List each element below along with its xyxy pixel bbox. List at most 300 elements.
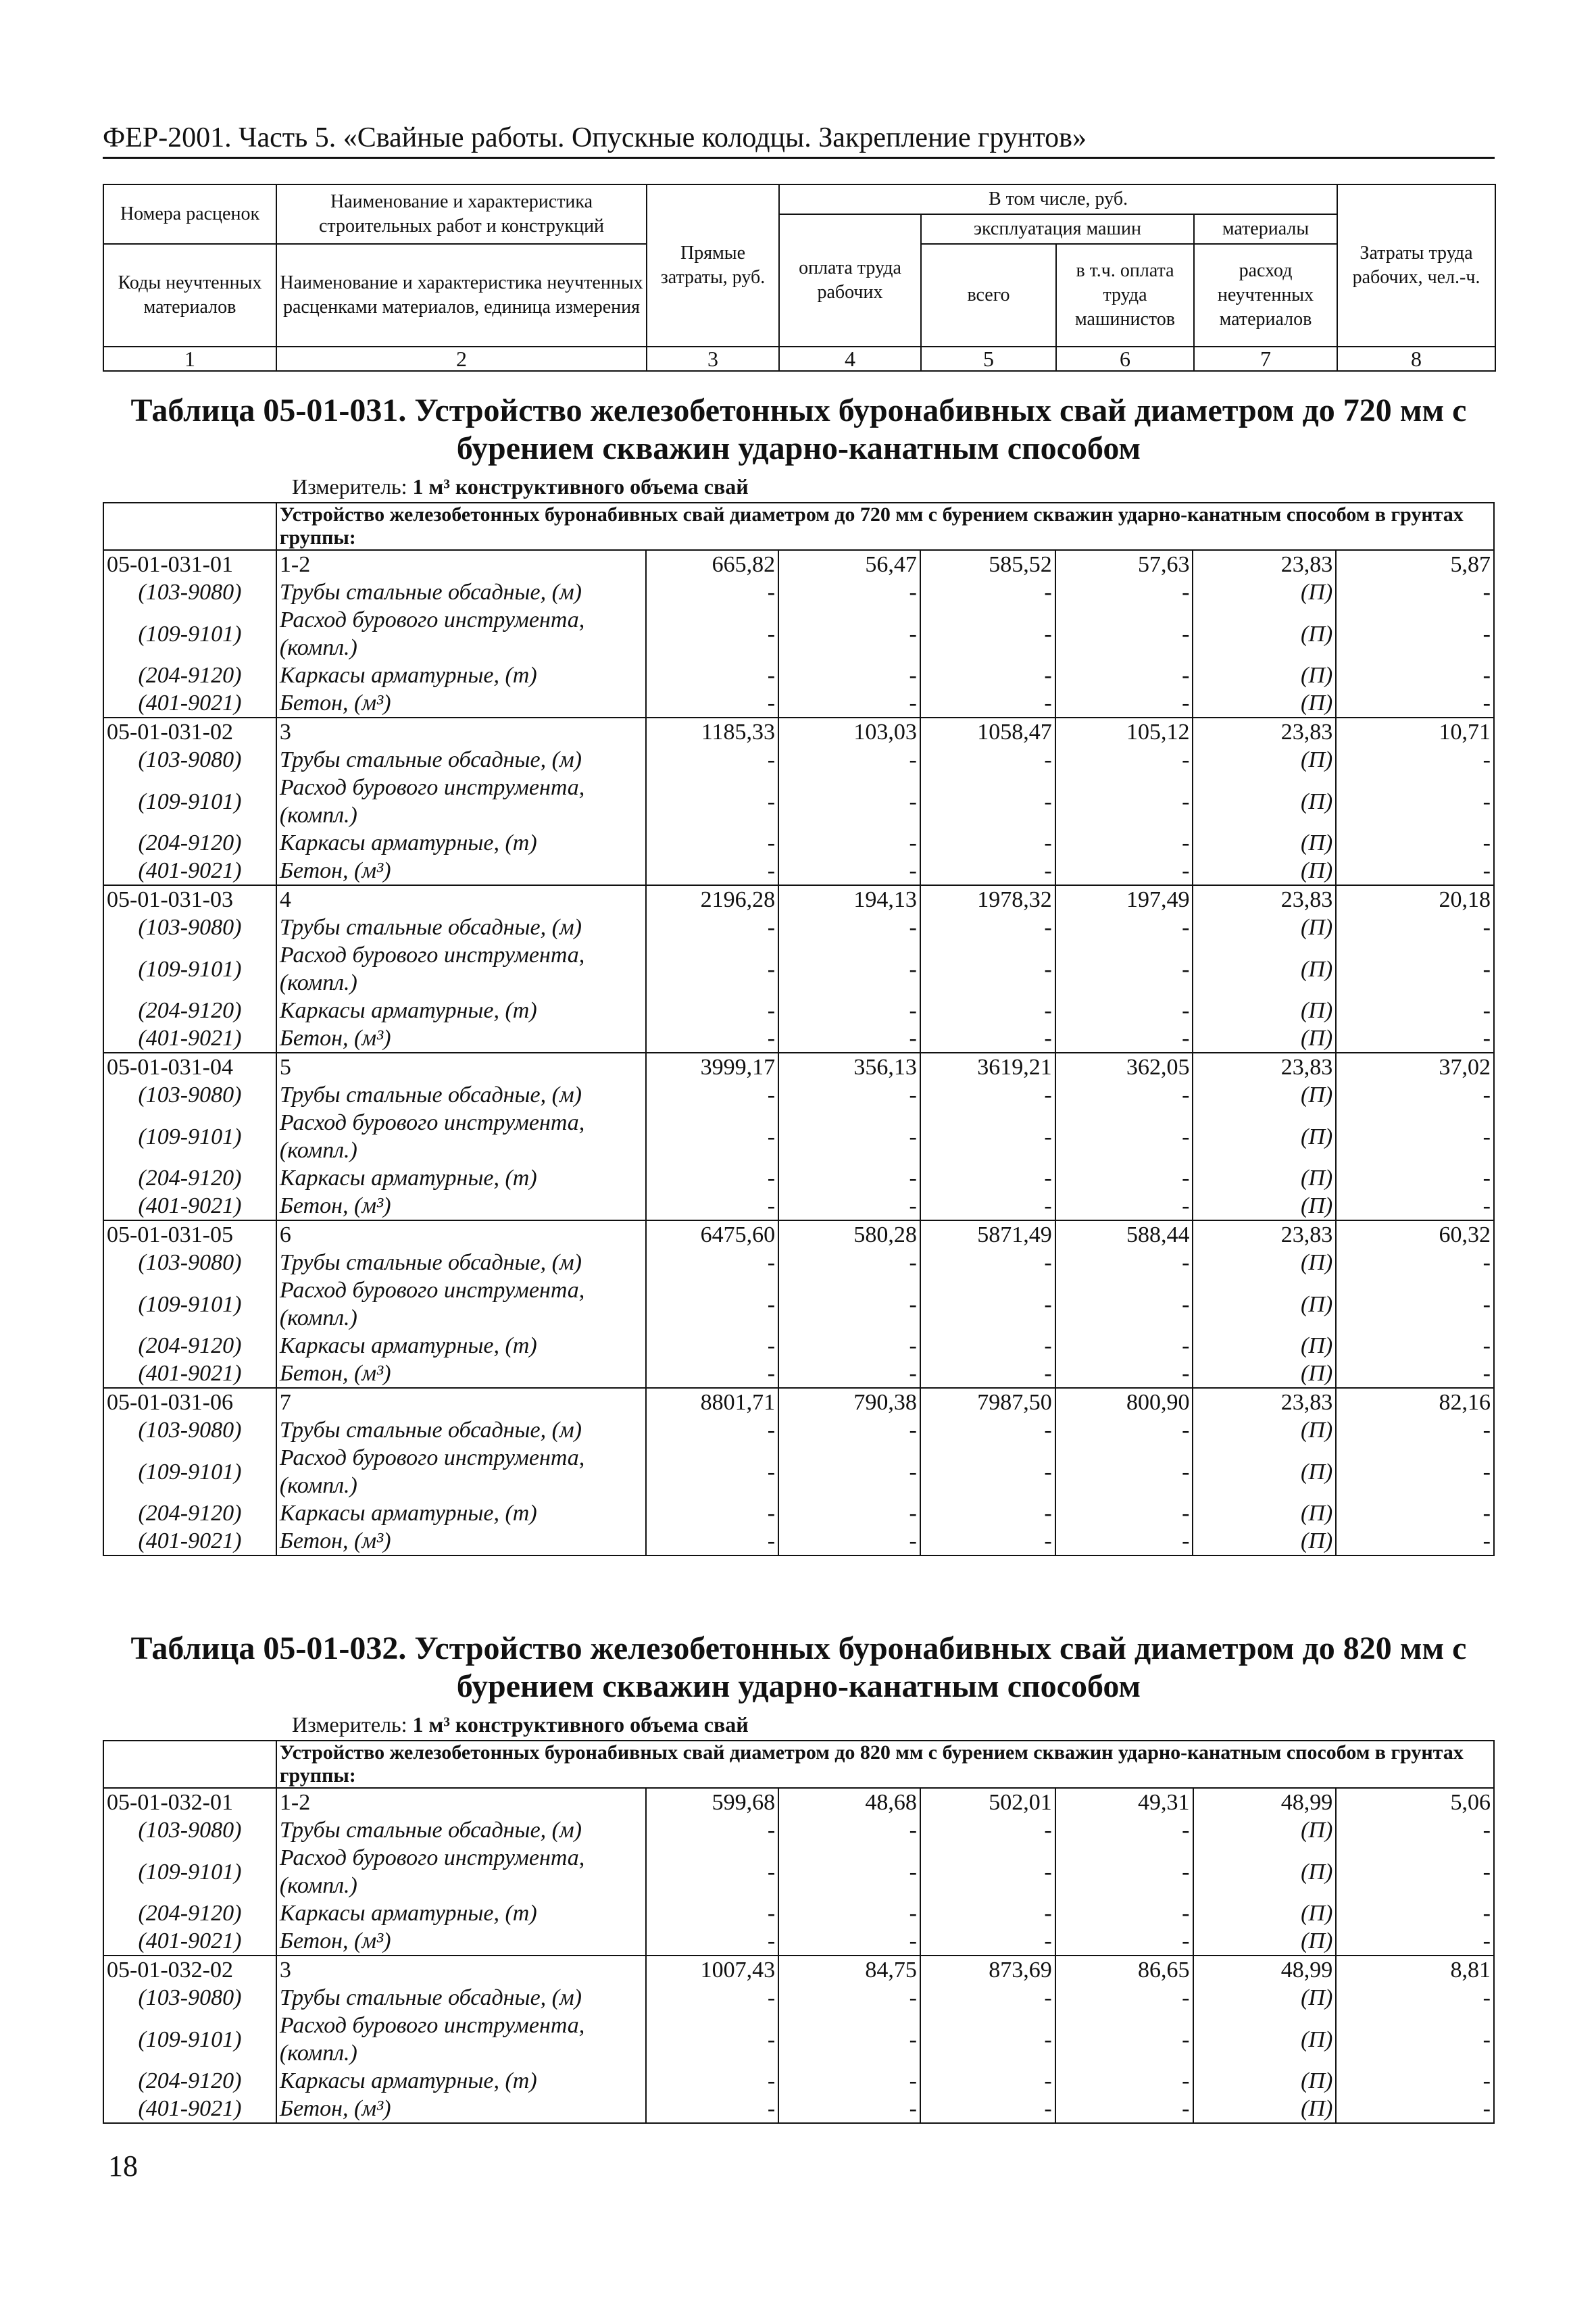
- project-mark: (П): [1193, 1527, 1336, 1555]
- dash-value: -: [646, 1816, 778, 1844]
- dash-value: -: [1336, 606, 1494, 662]
- dash-value: -: [646, 829, 778, 857]
- dash-value: -: [1055, 1927, 1193, 1956]
- labor-pay-value: 48,68: [778, 1788, 920, 1816]
- materials-value: 23,83: [1193, 718, 1336, 746]
- dash-value: -: [778, 997, 920, 1024]
- dash-value: -: [920, 2012, 1055, 2067]
- material-code: (401-9021): [103, 1527, 276, 1555]
- material-row: [103, 2067, 1494, 2095]
- dash-value: -: [778, 689, 920, 718]
- dash-value: -: [920, 1164, 1055, 1192]
- dash-value: -: [778, 1081, 920, 1109]
- material-name: Каркасы арматурные, (т): [276, 1899, 646, 1927]
- dash-value: -: [920, 1332, 1055, 1360]
- project-mark: (П): [1193, 941, 1336, 997]
- dash-value: -: [1055, 746, 1193, 774]
- dash-value: -: [1055, 689, 1193, 718]
- machines-pay-value: 57,63: [1055, 550, 1193, 578]
- section-row: [103, 503, 1494, 550]
- material-row: [103, 941, 1494, 997]
- rate-table: [103, 502, 1495, 1556]
- dash-value: -: [920, 606, 1055, 662]
- labor-costs-value: 10,71: [1336, 718, 1494, 746]
- header-machines-total: всего: [921, 244, 1056, 347]
- material-row: [103, 1249, 1494, 1276]
- dash-value: -: [646, 2012, 778, 2067]
- material-code: (103-9080): [103, 914, 276, 941]
- material-name: Бетон, (м³): [276, 1527, 646, 1555]
- materials-value: 23,83: [1193, 885, 1336, 914]
- dash-value: -: [1336, 2012, 1494, 2067]
- table-title: Таблица 05-01-031. Устройство железобетонных буронабивных свай диаметром до 720 мм с бурением скважин ударно-канатным способом: [130, 393, 1467, 466]
- section-heading: Устройство железобетонных буронабивных свай диаметром до 720 мм с бурением скважин ударно-канатным способом в грунтах группы:: [276, 503, 1494, 550]
- project-mark: (П): [1193, 914, 1336, 941]
- dash-value: -: [1336, 2067, 1494, 2095]
- material-code: (204-9120): [103, 1164, 276, 1192]
- material-name: Расход бурового инструмента, (компл.): [276, 1109, 646, 1164]
- dash-value: -: [920, 1899, 1055, 1927]
- material-row: [103, 1816, 1494, 1844]
- labor-pay-value: 790,38: [778, 1388, 920, 1416]
- project-mark: (П): [1193, 689, 1336, 718]
- machines-pay-value: 362,05: [1055, 1053, 1193, 1081]
- dash-value: -: [1336, 1164, 1494, 1192]
- dash-value: -: [1336, 1360, 1494, 1388]
- measure-unit: [292, 1712, 1495, 1737]
- project-mark: (П): [1193, 1899, 1337, 1927]
- project-mark: (П): [1193, 2095, 1337, 2123]
- dash-value: -: [1055, 829, 1193, 857]
- dash-value: -: [646, 1844, 778, 1899]
- dash-value: -: [920, 1109, 1055, 1164]
- dash-value: -: [646, 1444, 778, 1499]
- dash-value: -: [920, 662, 1055, 689]
- project-mark: (П): [1193, 1444, 1336, 1499]
- rate-code: 05-01-032-02: [103, 1956, 276, 1984]
- dash-value: -: [778, 857, 920, 885]
- material-code: (103-9080): [103, 1984, 276, 2012]
- material-row: [103, 2012, 1494, 2067]
- material-row: [103, 997, 1494, 1024]
- project-mark: (П): [1193, 2012, 1337, 2067]
- materials-value: 48,99: [1193, 1956, 1337, 1984]
- material-code: (109-9101): [103, 1109, 276, 1164]
- material-row: [103, 689, 1494, 718]
- machines-total-value: 1978,32: [920, 885, 1055, 914]
- dash-value: -: [778, 606, 920, 662]
- dash-value: -: [646, 662, 778, 689]
- machines-total-value: 5871,49: [920, 1220, 1055, 1249]
- material-row: [103, 857, 1494, 885]
- dash-value: -: [778, 2095, 920, 2123]
- dash-value: -: [778, 746, 920, 774]
- material-row: [103, 746, 1494, 774]
- dash-value: -: [778, 662, 920, 689]
- material-name: Бетон, (м³): [276, 2095, 646, 2123]
- dash-value: -: [1336, 997, 1494, 1024]
- dash-value: -: [1336, 1109, 1494, 1164]
- section-heading: Устройство железобетонных буронабивных свай диаметром до 820 мм с бурением скважин ударно-канатным способом в грунтах группы:: [276, 1741, 1494, 1788]
- material-name: Бетон, (м³): [276, 1360, 646, 1388]
- material-name: Каркасы арматурные, (т): [276, 1164, 646, 1192]
- dash-value: -: [646, 1360, 778, 1388]
- direct-costs-value: 3999,17: [646, 1053, 778, 1081]
- material-name: Каркасы арматурные, (т): [276, 829, 646, 857]
- machines-total-value: 7987,50: [920, 1388, 1055, 1416]
- dash-value: -: [1055, 1899, 1193, 1927]
- dash-value: -: [646, 774, 778, 829]
- dash-value: -: [646, 2095, 778, 2123]
- material-code: (109-9101): [103, 941, 276, 997]
- project-mark: (П): [1193, 1109, 1336, 1164]
- dash-value: -: [778, 578, 920, 606]
- header-including: В том числе, руб.: [779, 184, 1337, 214]
- material-row: [103, 1499, 1494, 1527]
- material-code: (401-9021): [103, 1024, 276, 1053]
- dash-value: -: [1336, 1249, 1494, 1276]
- dash-value: -: [920, 578, 1055, 606]
- material-code: (401-9021): [103, 1192, 276, 1220]
- materials-value: 23,83: [1193, 1388, 1336, 1416]
- dash-value: -: [646, 914, 778, 941]
- project-mark: (П): [1193, 662, 1336, 689]
- dash-value: -: [920, 1192, 1055, 1220]
- material-code: (401-9021): [103, 689, 276, 718]
- dash-value: -: [920, 1024, 1055, 1053]
- dash-value: -: [1055, 1081, 1193, 1109]
- dash-value: -: [1336, 774, 1494, 829]
- material-code: (109-9101): [103, 606, 276, 662]
- material-name: Каркасы арматурные, (т): [276, 2067, 646, 2095]
- measure-unit-value: 1 м³ конструктивного объема свай: [412, 1712, 749, 1737]
- material-row: [103, 662, 1494, 689]
- dash-value: -: [1055, 1109, 1193, 1164]
- dash-value: -: [920, 1276, 1055, 1332]
- labor-costs-value: 60,32: [1336, 1220, 1494, 1249]
- machines-total-value: 502,01: [920, 1788, 1055, 1816]
- material-code: (401-9021): [103, 1360, 276, 1388]
- material-name: Трубы стальные обсадные, (м): [276, 746, 646, 774]
- material-name: Расход бурового инструмента, (компл.): [276, 941, 646, 997]
- header-material-names: Наименование и характеристика неучтенных расценками материалов, единица измерения: [276, 244, 647, 347]
- project-mark: (П): [1193, 1984, 1337, 2012]
- materials-value: 23,83: [1193, 1220, 1336, 1249]
- header-rate-numbers: Номера расценок: [103, 184, 276, 244]
- dash-value: -: [1336, 746, 1494, 774]
- dash-value: -: [920, 829, 1055, 857]
- material-code: (109-9101): [103, 2012, 276, 2067]
- dash-value: -: [646, 689, 778, 718]
- dash-value: -: [1055, 606, 1193, 662]
- column-number: 4: [779, 347, 921, 371]
- dash-value: -: [1336, 689, 1494, 718]
- dash-value: -: [778, 2067, 920, 2095]
- dash-value: -: [920, 1499, 1055, 1527]
- labor-pay-value: 56,47: [778, 550, 920, 578]
- column-number: 2: [276, 347, 647, 371]
- material-name: Трубы стальные обсадные, (м): [276, 1816, 646, 1844]
- material-code: (401-9021): [103, 857, 276, 885]
- material-code: (103-9080): [103, 578, 276, 606]
- table-title: Таблица 05-01-032. Устройство железобетонных буронабивных свай диаметром до 820 мм с бурением скважин ударно-канатным способом: [130, 1631, 1467, 1704]
- material-code: (103-9080): [103, 746, 276, 774]
- column-number: 7: [1194, 347, 1337, 371]
- dash-value: -: [1336, 1984, 1494, 2012]
- material-row: [103, 1109, 1494, 1164]
- header-labor-pay: оплата труда рабочих: [779, 214, 921, 347]
- dash-value: -: [778, 1844, 920, 1899]
- project-mark: (П): [1193, 1499, 1336, 1527]
- header-machines-pay: в т.ч. оплата труда машинистов: [1056, 244, 1194, 347]
- material-code: (109-9101): [103, 1444, 276, 1499]
- direct-costs-value: 665,82: [646, 550, 778, 578]
- materials-value: 48,99: [1193, 1788, 1337, 1816]
- header-materials: материалы: [1194, 214, 1337, 244]
- rate-row: [103, 550, 1494, 578]
- project-mark: (П): [1193, 1276, 1336, 1332]
- material-row: [103, 1927, 1494, 1956]
- dash-value: -: [1055, 914, 1193, 941]
- dash-value: -: [646, 1164, 778, 1192]
- machines-total-value: 3619,21: [920, 1053, 1055, 1081]
- material-row: [103, 1332, 1494, 1360]
- material-row: [103, 1444, 1494, 1499]
- dash-value: -: [920, 1927, 1055, 1956]
- material-name: Трубы стальные обсадные, (м): [276, 1081, 646, 1109]
- dash-value: -: [778, 914, 920, 941]
- dash-value: -: [920, 1416, 1055, 1444]
- dash-value: -: [1055, 2095, 1193, 2123]
- material-name: Трубы стальные обсадные, (м): [276, 1984, 646, 2012]
- dash-value: -: [920, 774, 1055, 829]
- dash-value: -: [646, 1276, 778, 1332]
- project-mark: (П): [1193, 578, 1336, 606]
- material-name: Каркасы арматурные, (т): [276, 662, 646, 689]
- dash-value: -: [920, 1249, 1055, 1276]
- dash-value: -: [920, 746, 1055, 774]
- dash-value: -: [1055, 1249, 1193, 1276]
- rate-code: 05-01-031-01: [103, 550, 276, 578]
- rate-row: [103, 885, 1494, 914]
- material-name: Расход бурового инструмента, (компл.): [276, 1276, 646, 1332]
- dash-value: -: [646, 606, 778, 662]
- material-name: Каркасы арматурные, (т): [276, 1499, 646, 1527]
- labor-costs-value: 5,06: [1336, 1788, 1494, 1816]
- dash-value: -: [646, 1899, 778, 1927]
- soil-group: 1-2: [276, 550, 646, 578]
- dash-value: -: [1336, 1416, 1494, 1444]
- material-code: (204-9120): [103, 829, 276, 857]
- dash-value: -: [778, 1899, 920, 1927]
- material-name: Расход бурового инструмента, (компл.): [276, 1444, 646, 1499]
- material-name: Бетон, (м³): [276, 1024, 646, 1053]
- dash-value: -: [1055, 1984, 1193, 2012]
- column-number: 6: [1056, 347, 1194, 371]
- dash-value: -: [778, 1332, 920, 1360]
- labor-pay-value: 84,75: [778, 1956, 920, 1984]
- project-mark: (П): [1193, 606, 1336, 662]
- dash-value: -: [920, 2067, 1055, 2095]
- dash-value: -: [1055, 662, 1193, 689]
- soil-group: 5: [276, 1053, 646, 1081]
- project-mark: (П): [1193, 1164, 1336, 1192]
- dash-value: -: [778, 1249, 920, 1276]
- project-mark: (П): [1193, 857, 1336, 885]
- direct-costs-value: 2196,28: [646, 885, 778, 914]
- machines-total-value: 1058,47: [920, 718, 1055, 746]
- project-mark: (П): [1193, 1927, 1337, 1956]
- machines-pay-value: 86,65: [1055, 1956, 1193, 1984]
- dash-value: -: [1055, 2067, 1193, 2095]
- material-code: (109-9101): [103, 774, 276, 829]
- dash-value: -: [646, 997, 778, 1024]
- dash-value: -: [778, 1416, 920, 1444]
- dash-value: -: [778, 1816, 920, 1844]
- material-name: Трубы стальные обсадные, (м): [276, 914, 646, 941]
- dash-value: -: [778, 2012, 920, 2067]
- labor-costs-value: 37,02: [1336, 1053, 1494, 1081]
- material-code: (103-9080): [103, 1249, 276, 1276]
- dash-value: -: [1336, 1499, 1494, 1527]
- material-row: [103, 1984, 1494, 2012]
- dash-value: -: [1055, 1192, 1193, 1220]
- project-mark: (П): [1193, 1192, 1336, 1220]
- dash-value: -: [920, 1360, 1055, 1388]
- material-row: [103, 1416, 1494, 1444]
- labor-costs-value: 5,87: [1336, 550, 1494, 578]
- dash-value: -: [778, 1360, 920, 1388]
- dash-value: -: [1055, 1276, 1193, 1332]
- dash-value: -: [646, 1024, 778, 1053]
- dash-value: -: [920, 2095, 1055, 2123]
- dash-value: -: [778, 1192, 920, 1220]
- material-name: Бетон, (м³): [276, 1927, 646, 1956]
- column-number: 3: [647, 347, 779, 371]
- dash-value: -: [646, 1527, 778, 1555]
- direct-costs-value: 1185,33: [646, 718, 778, 746]
- dash-value: -: [920, 689, 1055, 718]
- dash-value: -: [778, 1164, 920, 1192]
- dash-value: -: [646, 1984, 778, 2012]
- project-mark: (П): [1193, 1024, 1336, 1053]
- dash-value: -: [1055, 774, 1193, 829]
- rate-code: 05-01-031-02: [103, 718, 276, 746]
- dash-value: -: [778, 941, 920, 997]
- material-row: [103, 578, 1494, 606]
- material-name: Расход бурового инструмента, (компл.): [276, 2012, 646, 2067]
- dash-value: -: [1336, 1024, 1494, 1053]
- machines-pay-value: 197,49: [1055, 885, 1193, 914]
- material-row: [103, 829, 1494, 857]
- project-mark: (П): [1193, 1844, 1337, 1899]
- soil-group: 7: [276, 1388, 646, 1416]
- soil-group: 3: [276, 718, 646, 746]
- column-header-table: [103, 184, 1496, 372]
- project-mark: (П): [1193, 1416, 1336, 1444]
- rate-code: 05-01-031-06: [103, 1388, 276, 1416]
- machines-pay-value: 800,90: [1055, 1388, 1193, 1416]
- column-number: 8: [1337, 347, 1495, 371]
- dash-value: -: [646, 1499, 778, 1527]
- material-row: [103, 1527, 1494, 1555]
- material-name: Расход бурового инструмента, (компл.): [276, 1844, 646, 1899]
- soil-group: 6: [276, 1220, 646, 1249]
- material-name: Каркасы арматурные, (т): [276, 1332, 646, 1360]
- material-code: (109-9101): [103, 1844, 276, 1899]
- rate-table: [103, 1740, 1495, 2124]
- dash-value: -: [646, 578, 778, 606]
- dash-value: -: [1336, 1844, 1494, 1899]
- dash-value: -: [1055, 1527, 1193, 1555]
- dash-value: -: [1055, 578, 1193, 606]
- dash-value: -: [1336, 914, 1494, 941]
- header-machines: эксплуатация машин: [921, 214, 1194, 244]
- dash-value: -: [778, 1276, 920, 1332]
- rate-row: [103, 1388, 1494, 1416]
- labor-pay-value: 103,03: [778, 718, 920, 746]
- dash-value: -: [1055, 1444, 1193, 1499]
- dash-value: -: [646, 1927, 778, 1956]
- rate-code: 05-01-032-01: [103, 1788, 276, 1816]
- machines-pay-value: 49,31: [1055, 1788, 1193, 1816]
- rate-table-block: [103, 1630, 1495, 2124]
- material-row: [103, 1899, 1494, 1927]
- material-code: (204-9120): [103, 1499, 276, 1527]
- machines-total-value: 585,52: [920, 550, 1055, 578]
- material-name: Бетон, (м³): [276, 689, 646, 718]
- machines-pay-value: 105,12: [1055, 718, 1193, 746]
- dash-value: -: [920, 914, 1055, 941]
- dash-value: -: [920, 1816, 1055, 1844]
- rate-table-block: [103, 392, 1495, 1556]
- project-mark: (П): [1193, 829, 1336, 857]
- labor-costs-value: 82,16: [1336, 1388, 1494, 1416]
- dash-value: -: [646, 857, 778, 885]
- dash-value: -: [920, 1527, 1055, 1555]
- rate-row: [103, 1788, 1494, 1816]
- dash-value: -: [1336, 857, 1494, 885]
- rate-row: [103, 1220, 1494, 1249]
- header-material-codes: Коды неучтенных материалов: [103, 244, 276, 347]
- dash-value: -: [1336, 1899, 1494, 1927]
- dash-value: -: [920, 1081, 1055, 1109]
- dash-value: -: [1055, 1164, 1193, 1192]
- dash-value: -: [1055, 1816, 1193, 1844]
- header-direct-costs: Прямые затраты, руб.: [647, 184, 779, 347]
- material-code: (401-9021): [103, 1927, 276, 1956]
- dash-value: -: [1336, 1192, 1494, 1220]
- dash-value: -: [1336, 2095, 1494, 2123]
- machines-total-value: 873,69: [920, 1956, 1055, 1984]
- material-row: [103, 2095, 1494, 2123]
- labor-costs-value: 8,81: [1336, 1956, 1494, 1984]
- direct-costs-value: 1007,43: [646, 1956, 778, 1984]
- material-row: [103, 1844, 1494, 1899]
- section-spacer: [103, 503, 276, 550]
- material-row: [103, 1024, 1494, 1053]
- dash-value: -: [1336, 1332, 1494, 1360]
- soil-group: 4: [276, 885, 646, 914]
- dash-value: -: [1336, 829, 1494, 857]
- material-row: [103, 774, 1494, 829]
- section-spacer: [103, 1741, 276, 1788]
- dash-value: -: [778, 829, 920, 857]
- material-name: Расход бурового инструмента, (компл.): [276, 606, 646, 662]
- material-code: (204-9120): [103, 662, 276, 689]
- material-code: (103-9080): [103, 1816, 276, 1844]
- materials-value: 23,83: [1193, 1053, 1336, 1081]
